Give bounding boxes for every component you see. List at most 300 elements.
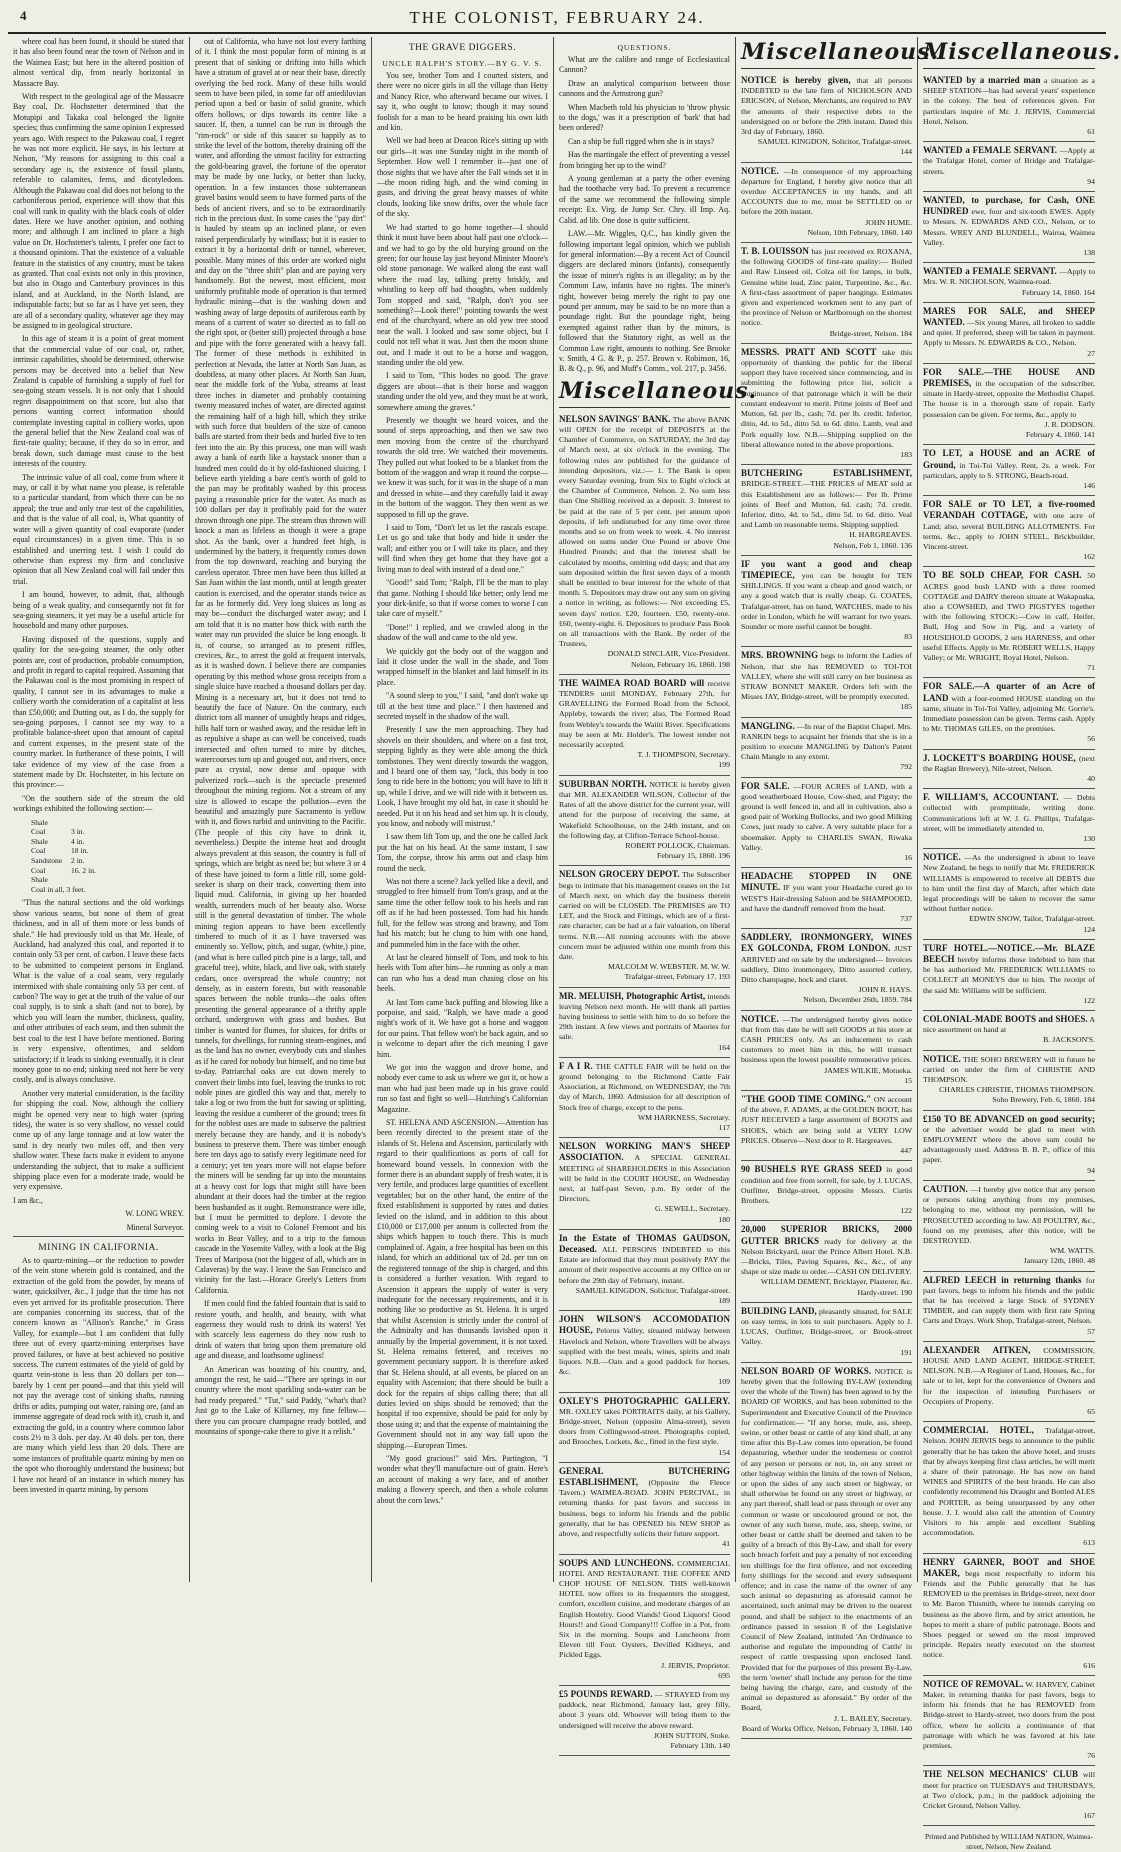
ad-lead: In the Estate of THOMAS GAUDSON, Deceased.	[559, 1232, 730, 1255]
paragraph: LAW.—Mr. Wiggles, Q.C., has kindly given the following important legal opinion, which we publish for general information:—By a recent Act of Council diggers are declared minors (infants), consequently the issue of miner's rights is an illegality; as by the Common Law, infants have no rights. The miner's right, however being merely the right to pay one pound per annum, may be said to be no more than a poundage right. But the poundage right, being exempted against rather than by the minors, is followed that the Statutory right, as well as the Common Law right, amounts to nothing. See Brooke v. Smith, 4 G. & P., p. 257. Brown v. Robinson, 16, B. & Q., p. 96, and Muff's Comm., vol. 217, p. 3456.	[559, 229, 730, 374]
paragraph: Well we had been at Deacon Rice's sitting up with our girls—it was one Sunday night in the month of September. How well I remember it—just one of those nights that we have after the Fall winds set it in—the moon riding high, and the wind coming in gusts, and driving the great heavy masses of white clouds, looking like snow drifts, over the whole face of the sky.	[377, 136, 548, 219]
ad-lead: WANTED a FEMALE SERVANT.	[923, 266, 1057, 277]
ad-signature: JAMES WILKIE, Motueka.	[824, 1065, 912, 1075]
ad-body: JUST ARRIVED and on sale by the undersigned— Invoices saddlery, Ditto ironmongery, Ditto assorted cutlery, Ditto champagne, hock and claret.	[741, 944, 913, 985]
strata-thickness: 2 in.	[71, 856, 85, 866]
ad-lead: OXLEY'S PHOTOGRAPHIC GALLERY.	[559, 1395, 730, 1406]
strata-row	[31, 846, 184, 856]
ad-reference: 185	[900, 702, 912, 712]
ad-body: —Apply to Mrs. W. R. NICHOLSON, Waimea-road.	[923, 267, 1095, 287]
ad-reference: 138	[1083, 248, 1095, 258]
ad-body: (Opposite the Fleece Tavern.) WAIMEA-ROAD. JOHN PERCIVAL, in returning thanks for past favors and success in business, begs to inform his friends and the public generally, that he has OPENED his NEW SHOP as above, and respectfully solicits their future support.	[559, 1478, 730, 1539]
imprint: Printed and Published by WILLIAM NATION, Waimea-street, Nelson, New Zealand.	[924, 1832, 1094, 1852]
advertisement	[923, 1676, 1095, 1767]
paragraph: Having disposed of the questions, supply and quality for the sea-going steamer, the only other points are, cost of production, probable consumption, and profit in regard to capital required. Assuming that the Pakawau coal is the most promising in respect of quality, I cannot see in its advantages to make a colliery worth the consideration of a capitalist at less than £50,000; and Dutting out, as I do, the supply for sea-going purposes, I cannot see my way to a profitable balance-sheet upon that amount of capital and current expenses, in the present state of the country market. In furtherance of these points, I will take evidence of my view of the case from a statement made by Dr. Hochstetter, in his lecture on this province:—	[13, 634, 184, 790]
ad-reference: 191	[900, 1347, 912, 1357]
paragraph: If men could find the fabled fountain that is said to restore youth, and health, and beauty, with what eagerness they would rush to drink its waters! Yet with scarcely less eagerness do they now rush to drink of waters that bring upon them premature old age and disease, and loathsome ugliness!	[195, 1299, 366, 1361]
ad-lead: FOR SALE or TO LET, a five-roomed VERANDAH COTTAGE,	[923, 499, 1095, 521]
advertisement	[741, 243, 912, 344]
ad-lead: TO LET, a HOUSE and an ACRE of Ground,	[923, 448, 1095, 470]
ad-signature: WM HARKNESS, Secretary.	[637, 1112, 730, 1122]
ad-lead: WANTED, to purchase, for Cash, ONE HUNDRED	[923, 195, 1095, 217]
advertisement	[741, 465, 912, 556]
strata-row	[31, 866, 184, 876]
ad-lead: MRS. BROWNING	[741, 650, 819, 661]
ad-reference: 162	[1083, 552, 1095, 562]
ad-lead: SADDLERY, IRONMONGERY, WINES EX GOLCONDA, FROM LONDON.	[741, 932, 912, 954]
ad-lead: TURF HOTEL.—NOTICE.—Mr. BLAZE BEECH	[923, 942, 1095, 965]
ad-reference: 737	[900, 914, 912, 924]
ad-reference: 613	[1083, 1538, 1095, 1548]
ad-lead: BUTCHERING ESTABLISHMENT,	[741, 468, 912, 479]
ad-reference: 695	[718, 1670, 730, 1680]
ad-signature: J. JERVIS, Proprietor.	[661, 1660, 730, 1670]
ad-reference: Soho Brewery, Feb. 6, 1860. 184	[992, 1095, 1095, 1105]
signoff: I am &c.,	[13, 1195, 43, 1205]
ad-body: with a four-roomed HOUSE standing on the same, situate in Toi-Toi Valley, adjoining Mr. Gorrie's. Immediate possession can be given. Terms cash. Apply to Mr. THOMAS GILES, on the premises.	[923, 693, 1096, 734]
paragraph: With respect to the geological age of the Massacre Bay coal, Dr. Hochstetter determined that the Motupipi and Takaka coal belonged the lignite species; thus confirming the same opinion I expressed years ago. With respect to the Pakawau coal, I regret he was not more explicit. He says, in his lecture at Nelson, "My reasons for assigning to this coal a secondary age is, the existence of fossil plants, referable to calamites, ferns, and dicotyledons. Although the Pakawau coal did does not belong to the carboniferous period, experience will show that this coal will rank in quality with the black coals of older dates. Here we have another opinion, and nothing more; and although I am inclined to place a high value on Dr. Hochstetter's talents, I prefer one fact to a thousand opinions. That the existence of a valuable feature in the statistics of any country, must be taken as granted. That coal exists not only in this province, but also in Otago and Canterbury provinces in this island, and at Auckland, in the North Island, are indisputable facts; but so far as I have yet seen, they are all of a secondary quality, whatever age they may be assigned to in geological structure.	[13, 92, 184, 330]
ad-body: or the advertiser would be glad to meet with EMPLOYMENT where the above sum could be advantageously used. Address B. B. P., office of this paper.	[923, 1124, 1095, 1165]
paragraph: Draw an analytical comparison between those cannons and the Armstrong gun?	[559, 78, 730, 99]
ad-reference: 41	[722, 1539, 730, 1549]
ad-lead: "THE GOOD TIME COMING."	[741, 1094, 872, 1105]
ad-lead: THE WAIMEA ROAD BOARD will	[559, 677, 705, 688]
strata-row	[31, 837, 184, 847]
strata-layer: Shale	[31, 875, 48, 885]
ad-body: that all persons INDEBTED to the late firm of NICHOLSON AND ERICSON, of Nelson, Merchants, are required to PAY the amounts of their respective debts to the undersigned on or before the 29th instant. Dated this 3rd day of February, 1860.	[741, 76, 912, 137]
paragraph: Has the martingale the effect of preventing a vessel from bringing her up to the wind?	[559, 150, 730, 170]
ad-body: The above BANK will OPEN for the receipt of DEPOSITS at the Chamber of Commerce, on SATURDAY, the 3rd day of March next, at six o'clock in the evening. The following rules are published for the guidance of intending depositors, viz.:— 1. The Bank is open every Saturday evening, from Six to Eight o'clock at the Chamber of Commerce, Nelson. 2. No sum less than One Shilling received as a deposit. 3. Interest to be paid at the rate of 5 per cent. per annum upon deposits, if left undisturbed for any time over three months and so on from week to week. 4. No interest allowed on sums under One Pound or above One Hundred Pounds; and that the interest shall be calculated by months, omitting odd days; and that any sum deposited within the first seven days of a month shall be entitled to bear interest for the whole of that month. 5. Depositors may draw out any sum on giving a notice in writing, as follows:— Not exceeding £5, seven days' notice. £20, fourteen. £50, twenty-one. £60, twenty-eight. 6. Depositors to produce Pass Book on all transactions with the Bank. By order of the Trustees,	[559, 414, 730, 649]
advertisement	[923, 1554, 1095, 1676]
ad-lead: SUBURBAN NORTH.	[559, 778, 647, 789]
ad-body: (next the Raglan Brewery), Nile-street, Nelson.	[923, 753, 1096, 773]
ad-lead: CAUTION.	[923, 1183, 968, 1194]
advertisement	[741, 647, 912, 717]
ad-lead: BUILDING LAND,	[741, 1305, 817, 1316]
ad-reference: 122	[900, 1206, 912, 1216]
ad-reference: February 14, 1860. 164	[1022, 287, 1095, 297]
ad-signature: JOHN SUTTON, Stoke.	[653, 1730, 730, 1740]
ad-lead: COLONIAL-MADE BOOTS and SHOES.	[923, 1014, 1088, 1025]
advertisement	[923, 1011, 1095, 1051]
ad-reference: Nelson, December 26th, 1859. 784	[803, 995, 912, 1005]
page-number-left: 4	[20, 8, 27, 23]
strata-layer: Coal	[31, 827, 46, 837]
strata-thickness: 16. 2 in.	[71, 865, 96, 875]
paragraph: The intrinsic value of all coal, come from where it may, or call it by what name you please, is referable to a particular standard, from which there can be no appeal; the true and only true test of the capabilities, and that is the value of all coal, is, What quantity of water will a given quantity of coal evaporate (under equal circumstances) in a given time. This is so established and unerring test. I wish I could do otherwise than express my firm and conclusive opinion that all New Zealand coal will fail under this trial.	[13, 472, 184, 586]
advertisement	[741, 556, 912, 648]
ad-body: Pelorus Valley, situated midway between Havelock and Nelson, where Travellers will be always supplied with the best meals, wines, spirits and malt liquors. N.B.—Oats and a good paddock for horses, &c.	[559, 1326, 730, 1377]
advertisement	[741, 72, 912, 163]
ad-reference: Trafalgar-street, February 17. 193	[624, 972, 730, 982]
advertisement	[559, 1686, 730, 1756]
ad-lead: WANTED by a married man	[923, 75, 1041, 85]
ad-body: W. HARVEY, Cabinet Maker, in returning thanks for past favors, begs to inform his friends that he has REMOVED from Bridge-street to Hardy-street, two doors from the post office, where he solicits a continuance of that patronage with which he was favored at his late premises.	[923, 1679, 1096, 1751]
ad-body: ewe, four and six-tooth EWES. Apply to Messrs. N. EDWARDS AND CO., Nelson, or to Messrs. WREY AND BLUNDELL, Wairoa, Waimea Valley.	[923, 207, 1095, 247]
paragraph: "A sound sleep to you," I said, "and don't wake up till at the best time and place." I then hastened and secreted myself in the shadow of the wall.	[377, 691, 548, 721]
advertisement	[923, 1181, 1095, 1272]
ad-lead: MESSRS. PRATT AND SCOTT	[741, 346, 877, 357]
ad-body: for past favors, begs to inform his friends and the public that he has received a large Stock of SYDNEY TIMBER, and can supply them with first rate Spring Carts and Drays. Work Shop, Trafalgar-street, Nelson.	[923, 1275, 1096, 1326]
masthead	[8, 6, 1106, 34]
strata-row	[31, 875, 184, 885]
ad-lead: WANTED a FEMALE SERVANT.	[923, 145, 1058, 156]
ad-reference: 144	[900, 147, 912, 157]
strata-thickness: 18 in.	[71, 846, 89, 856]
ad-body: NOTICE is hereby given that the following BY-LAW (extending over the whole of the Town) has been agreed to by the BOARD OF WORKS, and has been submitted to the Superintendent and Executive Council of the Province for confirmation:— "If any horse, mule, ass, sheep, swine, or other beast or cattle of any kind shall, at any time after this By-Law comes into operation, be found depasturing, whether under the tenderness or control of any person or persons or not, in, on any street or other highway within the limits of the town of Nelson, or upon the sides of any such street or highway, or shall otherwise be found on any street or highway, or any part thereof, shall lead or pass through or over any common or waste or uncoloured ground or not, the owner of any such horse, mule, ass, sheep, swine, or other beast or cattle shall be deemed and taken to be guilty of a breach of this By-Law, and shall for every such breach forfeit and pay a penalty of not exceeding ten shillings for the first offence, and not exceeding forty shillings for the second and every subsequent offence; and in case the name of the owner of any such animal so depasturing as aforesaid cannot be ascertained, such animal may be driven to the nearest pound, and shall be subject to the enactments of an ordinance passed in session 8 of the Legislative Council of New Zealand, intituled 'An Ordinance to authorise and regulate the impounding of Cattle' in respect of cattle trespassing upon enclosed land. Provided that for the purposes of this present By-Law, the term 'owner' shall include any person for the time being having the charge, care, and custody of the animal so depastured as aforesaid." By order of the Board,	[741, 1366, 912, 1713]
section-miscellaneous: Miscellaneous.	[559, 378, 730, 408]
ad-lead: T. B. LOUISSON	[741, 246, 809, 257]
ad-lead: 20,000 SUPERIOR BRICKS, 2000 GUTTER BRICKS	[741, 1224, 912, 1246]
ad-lead: MANGLING.	[741, 720, 795, 731]
ad-body: a situation as a SHEEP STATION—has had several years' experience in the colony. The best of references given. For particulars inquire of Mr. J. JERVIS, Commercial Hotel, Nelson.	[923, 76, 1095, 126]
ad-lead: HENRY GARNER, BOOT and SHOE MAKER,	[923, 1556, 1095, 1578]
paragraph: Presently I saw the men approaching. They had shovels on their shoulders, and where on a fast trot, stepping lightly as they were able among the thick tombstones. They went directly towards the waggon, and I heard one of them say, "Jack, this body is too long to ride here in the bottom; you will have to lift it up, while I drive, and we will ride with it between us. Look, I have brought my old hat, in case it should be needed. Put it on his head and set him up. It is cloudy, you know, and nobody will mistrust."	[377, 725, 548, 829]
advertisement	[741, 929, 912, 1010]
ad-body: —The undersigned hereby gives notice that from this date he will sell GOODS at his store at CASH PRICES only. As an inducement to cash customers to meet him in this, he will transact business upon the lowest possible remunerative prices.	[741, 1014, 913, 1065]
column-3	[372, 37, 554, 1582]
signer-title: Mineral Surveyor.	[126, 1222, 184, 1232]
column-2	[190, 37, 372, 1582]
ad-lead: GENERAL BUTCHERING ESTABLISHMENT,	[559, 1465, 730, 1488]
heading-grave-diggers: THE GRAVE DIGGERS.	[408, 43, 517, 53]
mining-paragraph: As to quartz-mining—or the reduction to powder of the vein stone wherein gold is contained, and the extraction of the gold from the powder, by means of water, quicksilver, &c., I judge that the time has not even yet arrived for its profitable prosecution. There are companies concerning its success, that of the concern known as "Allison's Ranche," in Grass Valley, for example—but I am confident that fully three out of every quartz-mining enterprises have proved failures, or have at best achieved no positive success. The current estimates of the yield of gold by quartz vein-stone is less than 20 dollars per ton—barely by 1 cent per pound—and that this yield will not pay the average cost of sinking shafts, running drifts or adits, pumping out water, raising ore, (and an immense aggregate of dead rock with it), crush it, and extracting the gold, in a country where common labor costs 2½ to 3 dols. per day. At 40 dols. per ton, there are many which yield less than 20 dols. There are some instances of profitable quartz mining by men on the spot who thoroughly understand the business; but I have not heard of an instance in which money has been invested in quartz mining, by persons	[13, 1256, 184, 1494]
strata-row	[31, 818, 184, 828]
paragraph: What are the calibre and range of Ecclesiastical Cannon?	[559, 55, 730, 75]
ad-lead: NELSON SAVINGS' BANK.	[559, 413, 671, 424]
advertisement	[923, 263, 1095, 303]
strata-row	[31, 856, 184, 866]
ad-signature: WILLIAM DEMENT, Bricklayer, Plasterer, &c.	[760, 1277, 912, 1287]
column-5	[736, 37, 940, 1733]
ad-reference: Nelson, 10th February, 1860. 140	[807, 227, 912, 237]
ad-body: —Apply at the Trafalgar Hotel, corner of Bridge and Trafalgar-streets.	[923, 146, 1096, 176]
ad-body: A nice assortment on hand at	[923, 1015, 1095, 1035]
strata-section	[31, 818, 184, 895]
ad-body: — STRAYED from my paddock, near Richmond, January last, grey filly, about 3 years old. Whoever will bring them to the undersigned will receive the above reward.	[559, 1689, 730, 1730]
advertisement	[559, 988, 730, 1058]
ad-signature: CHARLES CHRISTIE, THOMAS THOMPSON.	[939, 1085, 1095, 1095]
newspaper-title: THE COLONIST, FEBRUARY 24.	[409, 8, 705, 27]
advertisement	[559, 1230, 730, 1311]
ad-body: ALL PERSONS INDEBTED to this Estate are informed that they must positively PAY the amount of their respective accounts at my Office on or before the 29th day of February, instant.	[559, 1245, 730, 1285]
ad-body: — Debts collected with promptitude, writing done. Communications left at W. J. G. Phillips, Trafalgar-street, will be immediately attended to.	[923, 793, 1096, 833]
section-miscellaneous: Miscellaneous.	[741, 39, 912, 69]
ad-body: BRIDGE-STREET.—THE PRICES of MEAT sold at this Establishment are as follows:— Per lb. Prime joints of Beef and Mutton, 6d. cash; 7d. credit. Inferior, ditto, 4d. to 5d., ditto 5d. to 6d. ditto. Veal and Lamb on reasonable terms. Shipping supplied.	[741, 479, 912, 530]
advertisement	[923, 142, 1095, 192]
paragraph: ST. HELENA AND ASCENSION.—Attention has been recently directed to the present state of the islands of St. Helena and Ascension, particularly with regard to their qualifications as ports of call for homeward bound vessels. In connexion with the former there is an abundant supply of fresh water, it is very fertile, and produces large quantities of excellent vegetables; but on the other hand, the entire of the fixed establishment is supported by rates and duties levied on the island, and in addition to this about £10,000 or £17,000 per annum is collected from the ships which happen to touch there. This is much complained of. Again, a free hospital has been on this island, for which an additional tax of 2d. per ton on the registered tonnage of the ship is charged, and this is considered a further vexation. With regard to Ascension it appears the supply of water is very inadequate for the necessary requirements, and it is nothing like so productive as St. Helena. It is urged that whilst Ascension is strictly under the control of the Admiralty and has thousands lavished upon it annually by the Imperial government, it is not taxed. St. Helena remains fettered, and receives no government pecuniary support. It is therefore asked that St. Helena should, at all events, be placed on an equality with Ascension; that there should be built a dock for the repairs of ships calling there; that all duties levied on ships should be removed; that the hospital if too expensive, should be paid for only by those using it; and that the expense of maintaining the Government should not in any way fall upon the shipping.—European Times.	[377, 1118, 548, 1450]
ad-body: COMMISSION, HOUSE AND LAND AGENT, BRIDGE-STREET, NELSON. N.B.—A Register of Land, Houses, &c., for sale or to let, kept for the convenience of Owners and for the inspection of intending Purchasers or Occupiers of Property.	[923, 1345, 1095, 1406]
ad-body: receive TENDERS until MONDAY, February 27th, for GRAVELLING the Formed Road from the School, Appleby, towards the river; also, The Formed Road from Webley's towards the Waiiti River. Specifications may be seen at Mr. Holder's. The lowest tender not necessarily accepted.	[559, 678, 730, 750]
ad-reference: 76	[1087, 1751, 1095, 1761]
ad-lead: JOHN WILSON'S ACCOMODATION HOUSE,	[559, 1314, 730, 1336]
section-miscellaneous: Miscellaneous.	[923, 39, 1095, 69]
ad-lead: FOR SALE.—A quarter of an Acre of LAND	[923, 681, 1095, 703]
ad-signature: H. HARGREAVES.	[849, 530, 912, 540]
paragraph: I said to Tom, "This bodes no good. The grave diggers are about—that is their horse and waggon standing under the old yew, and they must be at work, somewhere among the graves."	[377, 371, 548, 412]
ad-lead: COMMERCIAL HOTEL,	[923, 1425, 1034, 1436]
ad-lead: MARES FOR SALE, and SHEEP WANTED.	[923, 305, 1095, 328]
advertisement	[923, 364, 1095, 445]
article-coal-letter	[13, 37, 184, 815]
advertisement	[923, 940, 1095, 1011]
ad-signature: MALCOLM W. WEBSTER. M. W. W.	[607, 962, 730, 972]
ad-body: intends leaving Nelson next month. He will thank all parties having business to settle with him to do so before the 29th instant. A few views and portraits of Maories for sale.	[559, 991, 730, 1042]
ad-reference: 792	[900, 762, 912, 772]
ad-signature: T. J. THOMPSON, Secretary.	[637, 750, 730, 760]
ad-reference: 117	[718, 1122, 730, 1132]
ad-signature: G. SEWELL, Secretary.	[654, 1204, 730, 1214]
paragraph: Was not there a scene? Jack yelled like a devil, and struggled to free himself from Tom's grasp, and at the same time the other fellow took to his heels and ran off as if he had been possessed. Tom had his hands full, for the fellow was strong and brawny, and Tom had his match; but he clung to him with one hand, and pummeled him in the face with the other.	[377, 877, 548, 949]
advertisement	[923, 1111, 1095, 1181]
ad-lead: TO BE SOLD CHEAP, FOR CASH.	[923, 570, 1082, 581]
ad-lead: FOR SALE.	[741, 780, 790, 791]
advertisement	[741, 1303, 912, 1363]
ad-body: ready for delivery at the Nelson Brickyard, near the Prince Albert Hotel. N.B.—Bricks, Tiles, Paving Squares, &c., &c., of any shape or size made to order.—CASH ON DELIVERY.	[741, 1236, 912, 1277]
paragraph: I said to Tom, "Don't let us let the rascals escape. Let us go and take that body and hide it under the wall; and either you or I will take its place, and they will find when they get home that they have got a living man to deal with instead of a dead one."	[377, 523, 548, 574]
ad-reference: 167	[1083, 1811, 1095, 1821]
article-grave-diggers	[377, 71, 548, 1506]
advertisement	[741, 344, 912, 465]
advertisement	[923, 567, 1095, 678]
ad-lead: 90 BUSHELS RYE GRASS SEED	[741, 1164, 882, 1175]
ad-lead: NOTICE OF REMOVAL.	[923, 1678, 1024, 1689]
advertisement	[923, 1422, 1095, 1553]
strata-layer: Sandstone	[31, 856, 63, 866]
ad-reference: Nelson, Feb 1, 1860. 136	[833, 540, 912, 550]
ad-reference: 57	[1087, 1326, 1095, 1336]
paragraph: I saw them lift Tom up, and the one he called Jack put the hat on his head. At the same instant, I saw Tom, the corpse, throw his arms out and clasp him round the neck.	[377, 832, 548, 873]
paragraph: out of California, who have not lost every farthing of it. I think the most popular form of mining is at present that of sinking or drifting into hills which have a stratum of gravel at or near their base, directly overlying the bed rock. Many of these hills would seem to have been piled, in some far off antediluvian period upon a bed or basin of solid granite, which offers hollows, or dips towards its centre like a saucer. If, then, a tunnel can be run in through the "rim-rock" or side of this saucer so happily as to strike the level of the bottom, thereby draining off the water, and affording the utmost facility for extracting the gold-bearing gravel, the fortune of the operator may be made by one lucky, or better than lucky, operation. In a few instances those subterranean gravel basins would seem to have formed parts of the beds of ancient rivers, and so to be extraordinarily rich in the precious dust. In some cases the "pay dirt" is hauled by steam up an inclined plane, or even raised perpendicularly by windlass; but it is easier to extract it by a horizontal drift or tunnel, wherever, possible. Many mines of this order are worked night and day on the "three shift" plan and are paying very handsomely. But the newest, most efficient, most uniformly profitable mode of operation is that termed hydraulic mining—that is the washing down and washing away of large deposits of auriferous earth by means of a current of water so directed as to fall on the right spot, or (better still) projected through a hose and pipe with the force generated with a heavy fall. The former of these methods is exhibited in perfection at Nevada, the latter at North San Juan, as doubtless, at many other places. At North San Juan, near the middle fork of the Yuba, streams at least three inches in diameter and probably containing twenty measured inches of water, are directed against the remaining half of a high hill, which they strike with such force that boulders of the size of cannon balls are started from their beds and hurled five to ten feet into the air. By this process, one man will wash away a bank of earth like a haystack sooner than a hundred men could do it by old-fashioned sluicing. I believe earth yielding a bare cent's worth of gold to the pan may be profitably washed by this process paying a reasonable price for the water. As much as 100 dollars per day it profitably paid for the water thrown through one pipe. The stream thus thrown will knock a man as lifeless as though it were a grape shot. As the bank, over a hundred feet high, is undermined by the battery, it frequently comes down from the top downward, reaching and burying the careless operator. Three men have been thus killed at San Juan within the last month, until at length greater caution is exercised, and the operator stands twice as far as he formerly did. Very long sluices as long as may be—conduct the discharged water away; and I am told that it is no matter how thick with earth the water may run provided the sluice be long enough. It is, of course, so arranged as to present riffles, crevices, &c., to arrest the gold at frequent intervals, as it is washed down. I believe there are companies operating by this method whose gross receipts from a single sluice have reached a thousand dollars per day. Mining is a necessary art, but it does not tend to beautify the face of Nature. On the contrary, each district torn all manner of unsightly heaps and ridges, hills half torn or washed away, and the residue left in as repulsive a shape as can well be conceived, roads intersected and often turned to mire by ditches, watercourses torn up and gouged out, and rivers, once pure as crystal, now dense and opaque with pulverized rock—such is the spectacle presented throughout the mining regions. Not a stream of any size is allowed to escape the pollution—even the beautiful and amazingly pure Sacramento is yellow with it, and flows turbid and uninviting to the Pacific. (The people of this city have to drink it, nevertheless.) Despite the intense heat and drought always prevalent at this season, the country is full of springs, which are bright as need be; but where 3 or 4 of these have joined to form a little rill, some gold-seeker is sharp on their track, converting them into liquid mud. California, in giving up her hoarded wealth, surrenders much of her beauty also. Worse still is the general devastation of timber. The whole mining region appears to have been excellently timbered to much of it as I have traversed was eminently so. Yellow, pitch, and sugar, (white,) pine, (and what is here called pitch pine is a large, tall, and graceful tree), white, black, and live oak, with stately cedars, once overspread the whole country; not densely, as in eastern forests, but with reasonable spaces between the noble trunks—the oaks often presenting the general appearance of a thrifty apple orchard, undergrown with grass and bushes. But timber is wanted for flumes, for sluices, for drifts or tunnels, for dwellings, for running steam-engines, and as the land has no owner, everybody cuts and slashes as if he cared for nobody but himself, and no time but to-day. Patriarchal oaks are cut down merely to convert their limbs into fuel, leaving the trunks to rot; noble pines are girdled this way and that, merely to take a log or two from the butt for sawing or splitting, leaving the residue a cumberer of the ground; trees fit for the noblest uses are made to subserve the paltriest merely because they are handy, and it is nobody's business to preserve them. There was timber enough here ten days ago to satisfy every legitimate need for a century; yet ten years more will not elapse before the miners will be sending far up into the mountains at a heavy cost for logs that might still have been abundant at their doors had the timber at the region been husbanded as it ought. Remonstrance were idle, but I must be permitted to deplore. I devote the coming week to a visit to Colonel Fremont and his works in Bear Valley, and to a trip to the famous cascade in the Yosemite Valley, with a look at the Big Trees of Mariposa (not the biggest of all, which are in Calaveras) by the way. I leave the San Francisco and vicinity for the last.—Horace Greely's Letters from California.	[195, 37, 366, 1295]
ad-lead: NELSON BOARD OF WORKS.	[741, 1365, 871, 1376]
ad-reference: 146	[1083, 480, 1095, 490]
ad-body: in good condition and free from sorrell, for sale, by J. LUCAS, Outfitter, Bridge-street, opposite Messrs. Curtis Brothers.	[741, 1165, 913, 1205]
ad-body: —FOUR ACRES of LAND, with a good weatherboard House, Cow-shed, and Pigsty; the ground is well fenced in, and all in cultivation, also a good pair of Working Bullocks, and two good Milking Cows, just ready to calve. A very suitable place for a shoemaker. Apply to CHARLES SWAN, Riwaka Valley.	[741, 781, 913, 852]
ad-reference: January 12th, 1860. 48	[1023, 1256, 1095, 1266]
signer: W. LONG WREY.	[125, 1209, 184, 1219]
ad-body: IF you want your Headache cured go to WEST'S Hair-dressing Saloon and be SHAMPOOED, and have the dandruff removed from the head.	[741, 883, 912, 913]
ad-body: has just received ex ROXANA, the following GOODS of first-rate quality:— Boiled and Raw Linseed oil, Colza oil for lamps, in bulk, Genuine white lead, Zinc paint, Turpentine, &c., &c. A first-class assortment of paper hangings. Estimates given and experienced workmen sent to any part of the province of Nelson or Marlborough on the shortest notice.	[741, 247, 912, 328]
ad-signature: J. L. BAILEY, Secretary.	[834, 1713, 912, 1723]
ad-body: in Toi-Toi Valley. Rent, 2s. a week. For particulars, apply to S. STRONG, Beach-road.	[923, 460, 1095, 480]
ad-reference: 94	[1087, 1165, 1095, 1175]
ad-reference: 65	[1087, 1406, 1095, 1416]
questions-list	[559, 55, 730, 375]
ad-body: hereby informs those indebted to him that he has authorised Mr. FREDERICK WILLIAMS to COLLECT all MONEYS due to him. The receipt of the said Mr. Williams will be sufficient.	[923, 955, 1095, 995]
advertisement	[559, 866, 730, 987]
ad-reference: 27	[1087, 348, 1095, 358]
paragraph: At last Tom came back puffing and blowing like a porpoise, and said, "Ralph, we have made a good night's work of it. We have got a horse and waggon for our pains. That fellow won't be back again, and so is welcome to depart after the rich meaning I gave him.	[377, 997, 548, 1059]
ad-body: take this opportunity of thanking the public for the liberal support they have received since commencing, and in submitting the following price list, solicit a continuance of that patronage which it will be their constant endeavour to merit. Prime joints of Beef and Mutton, 6d. per lb., cash; 7d. per lb. credit. Inferior, ditto, 4d. to 5d., ditto 5d. to 6d. ditto. Lamb, veal and Pork equally low. N.B.—Shipping supplied on the liberal allowance noted in the above proportions.	[741, 347, 913, 449]
ad-signature: WM. WATTS.	[1049, 1246, 1095, 1256]
ad-reference: Nelson, February 16, 1860. 198	[631, 659, 730, 669]
advertisement	[559, 1555, 730, 1686]
ad-body: THE CATTLE FAIR will be held on the ground belonging to the Richmond Cattle Fair Association, at Richmond, on WEDNESDAY, the 7th day of March, 1860. Admission for all description of Stock free of charge, except to the pens.	[559, 1061, 730, 1112]
paragraph: "Good!" said Tom; "Ralph, I'll be the man to play that game. Nothing I should like better; only lend me your dirk-knife, so that if worse comes to worse I can take care of myself."	[377, 578, 548, 619]
heading-questions: QUESTIONS.	[617, 43, 672, 52]
ad-lead: NOTICE.	[741, 1013, 779, 1024]
ad-reference: 130	[1083, 834, 1095, 843]
ad-lead: NOTICE.	[741, 165, 779, 176]
ad-signature: SAMUEL KINGDON, Solicitor, Trafalgar-street.	[575, 1285, 730, 1295]
advertisement	[923, 678, 1095, 749]
ad-lead: HEADACHE STOPPED IN ONE MINUTE.	[741, 871, 912, 893]
ad-lead: IF you want a good and cheap TIMEPIECE,	[741, 558, 912, 580]
advertisement	[559, 411, 730, 675]
ad-lead: NOTICE.	[923, 1053, 961, 1064]
ad-reference: 447	[900, 1146, 912, 1156]
ad-reference: 109	[718, 1377, 730, 1387]
advertisement	[923, 496, 1095, 567]
ad-body: MR. OXLEY takes PORTRAITS daily, at his Gallery, Bridge-street, Nelson (opposite Alma-street), seven doors from Collingwood-street. Photographs copied, and Brooches, Lockets, &c., fitted in the first style.	[559, 1406, 730, 1447]
ad-reference: 61	[1087, 127, 1095, 137]
paragraph: Another very material consideration, is the facility for shipping the coal. Now, although the colliery might be opened very near to high water (spring tides), the water is so very shallow, no vessel could come up of any large tonnage and at low water the sand is dry nearly two miles off, and then very shallow water. These facts make it evident to anyone understanding the subject, that to make a sufficient shipping place even for a moderate trade, would be very expensive.	[13, 1088, 184, 1192]
ad-signature: JOHN R. HAYS.	[858, 985, 912, 995]
ad-body: begs to inform the Ladies of Nelson, that she has REMOVED to TOI-TOI VALLEY, where she will still carry on her business as STRAW BONNET MAKER. Orders left with the Misses JAY, Bridge-street, will be promptly executed.	[741, 651, 912, 702]
ad-lead: ALFRED LEECH in returning thanks	[923, 1274, 1082, 1285]
ad-lead: THE NELSON MECHANICS' CLUB	[923, 1769, 1078, 1780]
column-4	[554, 37, 758, 1750]
advertisement	[559, 675, 730, 776]
advertisement	[559, 1463, 730, 1555]
advertisement	[741, 718, 912, 778]
advertisement	[741, 868, 912, 929]
ad-reference: Board of Works Office, Nelson, February 3, 1860. 140	[741, 1723, 912, 1733]
ad-body: The Subscriber begs to intimate that his management ceases on the 1st of March next, on which day the business therein carried on will be CLOSED. The PREMISES are TO LET, and the Stock and Fittings, which are of a first-rate character, can be had at a fair valuation, on liberal terms. N.B.—All running accounts with the above concern must be adjusted within one month from this date.	[559, 870, 730, 961]
ad-signature: EDWIN SNOW, Tailor, Trafalgar-street.	[969, 914, 1095, 924]
ad-body: COMMERCIAL HOTEL AND RESTAURANT. THE COFFEE AND CHOP HOUSE OF NELSON. THIS well-known HOTEL now offers to its frequenters the snuggest, comfort, excellent cuisine, and moderate charges of an English Hostelry. Good Viands! Good Liquors! Good Hours!! and Good Company!!! Coffee in a Pot, from Six in the morning. Soups and Luncheons from Eleven till Four. Oysters, Devilled Kidneys, and Pickled Eggs.	[559, 1558, 730, 1660]
advertisement	[741, 1221, 912, 1302]
paragraph: We quickly got the body out of the waggon and laid it close under the wall in the shade, and Tom wrapped himself in the blanket and laid himself in its place.	[377, 646, 548, 687]
paragraph: We got into the waggon and drove home, and nobody ever came to ask us where we got it, or how a man who had just been made up in his grave could run so fast and fight so well—Hutching's Californian Magazine.	[377, 1062, 548, 1114]
advertisement	[559, 776, 730, 867]
paragraph: "Thus the natural sections and the old workings show various seams, but none of them of great thickness, and in all of them more or less bands of shale." He had previously told us that Mr. Heale, of Auckland, had analyzed this coal, and reported it to contain only 53 per cent. of carbon. I leave these facts to be submitted to competent persons in England. What is the value of a coal seam, very regularly intermixed with shale containing only 53 per cent. of carbon? The way to get at the truth of the value of our coal supply, is to sink a shaft (and not to bore), by which you will learn the number, thickness, quality, and other attributes of each seam, and then submit the best coal to the test I have before mentioned. Boring is very expensive, oftentimes, and seldom satisfactory; if it leads to sinking eventually, it is clear money gone to no end; sinking need not here be very costly, and is always conclusive.	[13, 898, 184, 1085]
paragraph: "Done!" I replied, and we crawled along in the shadow of the wall and came to the old yew.	[377, 622, 548, 643]
strata-note: Coal in all, 3 feet.	[31, 884, 86, 894]
ad-reference: 71	[1087, 663, 1095, 673]
ad-body: —In consequence of my approaching departure for England, I hereby give notice that all overdue ACCEPTANCES in my hands, and all ACCOUNTS due to me, must be SETTLED on or before the 20th instant.	[741, 166, 912, 217]
ad-signature: ROBERT POLLOCK, Chairman.	[625, 840, 730, 850]
ad-signature: J. R. DODSON.	[1044, 419, 1095, 429]
column-1	[8, 37, 190, 1582]
ad-lead: F A I R.	[559, 1060, 593, 1071]
strata-row	[31, 827, 184, 837]
ad-body: —Six young Mares, all broken to saddle and quiet. If preferred, sheep will be taken in payment. Apply to Messrs. N. EDWARDS & CO., Nelson.	[923, 318, 1096, 348]
ad-lead: MR. MELUISH, Photographic Artist,	[559, 990, 706, 1001]
ad-lead: NELSON WORKING MAN'S SHEEP ASSOCIATION.	[559, 1141, 730, 1163]
ad-lead: F. WILLIAM'S, ACCOUNTANT.	[923, 792, 1059, 803]
ad-body: ON account of the above, F. ADAMS, at the GOLDEN BOOT, has JUST RECEIVED a large assortment of BOOTS and SHOES, which are being sold at VERY LOW PRICES. Observe—Next door to R. Hargreaves.	[741, 1095, 912, 1145]
advertisement	[559, 1311, 730, 1392]
paragraph: I am bound, however, to admit, that, although being of a weak quality, and consequently not fit for sea-going steamers, it yet may be a useful article for household and many other purposes.	[13, 590, 184, 631]
paragraph: At last he cleared himself of Tom, and took to his heels with Tom after him—he running as only a man can run who has a dead man chasing close on his heels.	[377, 952, 548, 994]
strata-thickness: 4 in.	[71, 836, 85, 846]
paragraph: You see, brother Tom and I courted sisters, and there were no nicer girls in all the village than Hetty and Nancy Rice, who afterward became our wives. I say it, who ought to know; though it may sound foolish for a man to be heard praising his own kith and kin.	[377, 71, 548, 133]
advertisement	[923, 1766, 1095, 1826]
paragraph: "My good gracious!" said Mrs. Partington, "I wonder what they'll manufacture out of grain. Here's an account of making a wry face, and of another making a flowery speech, and then a whole column about the corn laws."	[377, 1454, 548, 1505]
subheading-grave-diggers: UNCLE RALPH'S STORY.—BY G. V. S.	[382, 59, 543, 68]
advertisement	[923, 445, 1095, 496]
ad-lead: NOTICE.	[923, 852, 961, 863]
advertisement	[741, 163, 912, 243]
strata-layer: Coal	[31, 846, 46, 856]
ad-reference: 40	[1087, 773, 1095, 783]
ad-body: 50 ACRES good bush LAND with a three roomed COTTAGE and DAIRY thereon situate at Wakapuaka, also a COWSHED, and TWO PIGSTYES together with the following STOCK:—Cow in calf, Heifer, Bull, Hog and Sow in Pig, and a variety of HOUSEHOLD GOODS, 2 sets HARNESS, and other useful Effects. Apply to Mr. ROBERT WELLS, Happy Valley; or Mr. WRIGHT, Royal Hotel, Nelson.	[923, 571, 1096, 662]
advertisement	[923, 1051, 1095, 1111]
ad-reference: 83	[904, 632, 912, 642]
advertisement	[923, 1272, 1095, 1342]
ad-reference: 180	[718, 1214, 730, 1224]
ad-body: THE SOHO BREWERY will in future be carried on under the firm of CHRISTIE AND THOMPSON.	[923, 1054, 1096, 1085]
ad-reference: 189	[718, 1296, 730, 1306]
ad-body: —I hereby give notice that any person or persons taking anything from my premises, belonging to me, without my permission, will be PROSECUTED according to law. All POULTRY, &c., found on my premises, after this notice, will be DESTROYED.	[923, 1184, 1096, 1245]
ad-reference: February 4, 1860. 141	[1025, 430, 1095, 440]
ad-body: in the occupation of the subscriber, situate in Hardy-street, opposite the Methodist Chapel. The house is in a thorough state of repair. Early possession can be given. For terms, &c., apply to	[923, 379, 1095, 419]
strata-layer: Shale	[31, 836, 48, 846]
ad-reference: Hardy-street. 190	[857, 1287, 912, 1297]
ad-reference: 154	[718, 1447, 730, 1457]
ad-reference: 183	[900, 449, 912, 459]
ad-lead: J. LOCKETT'S BOARDING HOUSE,	[923, 752, 1076, 763]
ad-body: pleasantly situated, for SALE on easy terms, in lots to suit purchasers. Apply to J. LUCAS, Outfitter, Bridge-street, or Brook-street Valley.	[741, 1306, 913, 1347]
paragraph: A young gentleman at a party the other evening had the toothache very bad. To prevent a recurrence of the same we recommend the following simple receipt: Ex. Virg. de Jump Scr. Chry. ill Imp. Aq. Calid. ad lib. One dose is quite sufficient.	[559, 174, 730, 225]
ad-body: —In rear of the Baptist Chapel. Mrs. RANKIN begs to acquaint her friends that she is in a position to execute MANGLING by Dalton's Patent Chain Mangle to any extent.	[741, 721, 912, 762]
advertisement	[923, 750, 1095, 790]
advertisement	[741, 1161, 912, 1221]
advertisement	[741, 1091, 912, 1161]
advertisement	[923, 192, 1095, 263]
strata-layer: Shale	[31, 817, 48, 827]
strata-layer: Coal	[31, 865, 46, 875]
advertisement	[923, 1342, 1095, 1422]
paragraph: Presently we thought we heard voices, and the sound of steps approaching, and then we saw two men moving from the centre of the churchyard towards the old tree. We watched their movements. They pulled out what looked to be a blanket from the bottom of the waggon and wrap it round the corpse—we knew it was such, for it was in the shape of a man and dressed in white—and they carefully laid it away in the bottom of the waggon. They then went as we supposed to fill up the grave.	[377, 416, 548, 519]
paragraph: We had started to go home together—I should think it must have been about half past one o'clock—and we had to go by the old burying ground on the green; for our house lay just beyond Minister Moore's old stone parsonage. We walked along the east wall where the road lay, talking pretty briskly, and whistling to keep off bad thoughts, when suddenly Tom stopped and said, "Ralph, don't you see something?—Look there!" pointing towards the west end of the churchyard, where an old yew tree stood near the wall. I looked and saw some object, but I could not tell what it was. Just then the moon shone out, and I made it out to be a horse and waggon, standing under the old yew.	[377, 222, 548, 367]
ad-signature: B. JACKSON'S.	[1043, 1035, 1095, 1045]
heading-mining-california: MINING IN CALIFORNIA.	[38, 1243, 159, 1253]
ads-list	[559, 411, 730, 1756]
ad-body: A SPECIAL GENERAL MEETING of SHAREHOLDERS in this Association will be held in the COURT HOUSE, on Wednesday next, at half-past Seven, p.m. By order of the Directors,	[559, 1153, 730, 1204]
column-6	[918, 37, 1121, 1852]
paragraph: "On the southern side of the stream the old workings exhibited the following section:—	[13, 793, 184, 814]
columns	[8, 37, 1121, 1852]
ad-lead: NELSON GROCERY DEPOT.	[559, 869, 680, 880]
ad-reference: February 15, 1860. 196	[657, 851, 730, 861]
ad-reference: 94	[1087, 176, 1095, 186]
ad-reference: 616	[1083, 1660, 1095, 1670]
ad-body: will meet for practice on TUESDAYS and THURSDAYS, at Two o'clock, p.m.; in the paddock adjoining the Cricket Ground, Nelson Valley.	[923, 1770, 1095, 1811]
article-mining-cont	[195, 37, 366, 1437]
ad-body: NOTICE is hereby given that MR. ALEXANDER WILSON, Collector of the Rates of all the above district for the current year, will attend for the purpose of receiving the same, at Wakefield Schoolhouse, on the 24th instant, and on the following day, at Clifton-Terrace School-house.	[559, 779, 730, 840]
ad-body: —As the undersigned is about to leave New Zealand, he begs to notify that Mr. FREDERICK WILLIAMS is empowered to receive all DEBTS due to him until the first day of March, after which date legal proceedings will be taken to recover the same without further notice.	[923, 853, 1096, 914]
advertisement	[923, 789, 1095, 849]
advertisement	[923, 72, 1095, 142]
ad-lead: £150 TO BE ADVANCED on good security;	[923, 1113, 1095, 1124]
ad-reference: 164	[718, 1042, 730, 1052]
advertisement	[741, 1363, 912, 1739]
advertisement	[559, 1058, 730, 1138]
paragraph: When Macbeth told his physician to 'throw physic to the dogs,' was it a prescription of 'bark' that had been ordered?	[559, 102, 730, 133]
ad-reference: 16	[904, 853, 912, 863]
ad-body: begs most respectfully to inform his Friends and the Public generally that he has REMOVED to the premises in Bridge-street, next door to Mr. Baron Thismith, where he intends carrying on business as the above firm, and by strict attention, he hopes to merit a share of public patronage. Boots and Shoes pegged or sewed on the most improved principle. Repairs neatly executed on the shortest notice.	[923, 1568, 1095, 1660]
ad-reference: 56	[1087, 734, 1095, 744]
ad-reference: 15	[904, 1075, 912, 1085]
paragraph: where coal has been found, it should be stated that it has also been found near the town of Nelson and in the Waimea East; but here in the altered position of almost vertical dip, from nearly horizontal in Massacre Bay.	[13, 37, 184, 88]
ad-lead: ALEXANDER AITKEN,	[923, 1344, 1031, 1355]
ad-signature: SAMUEL KINGDON, Solicitor, Trafalgar-street.	[757, 137, 912, 147]
strata-thickness: 3 in.	[71, 827, 85, 837]
advertisement	[741, 778, 912, 869]
ad-signature: DONALD SINCLAIR, Vice-President.	[607, 649, 730, 659]
